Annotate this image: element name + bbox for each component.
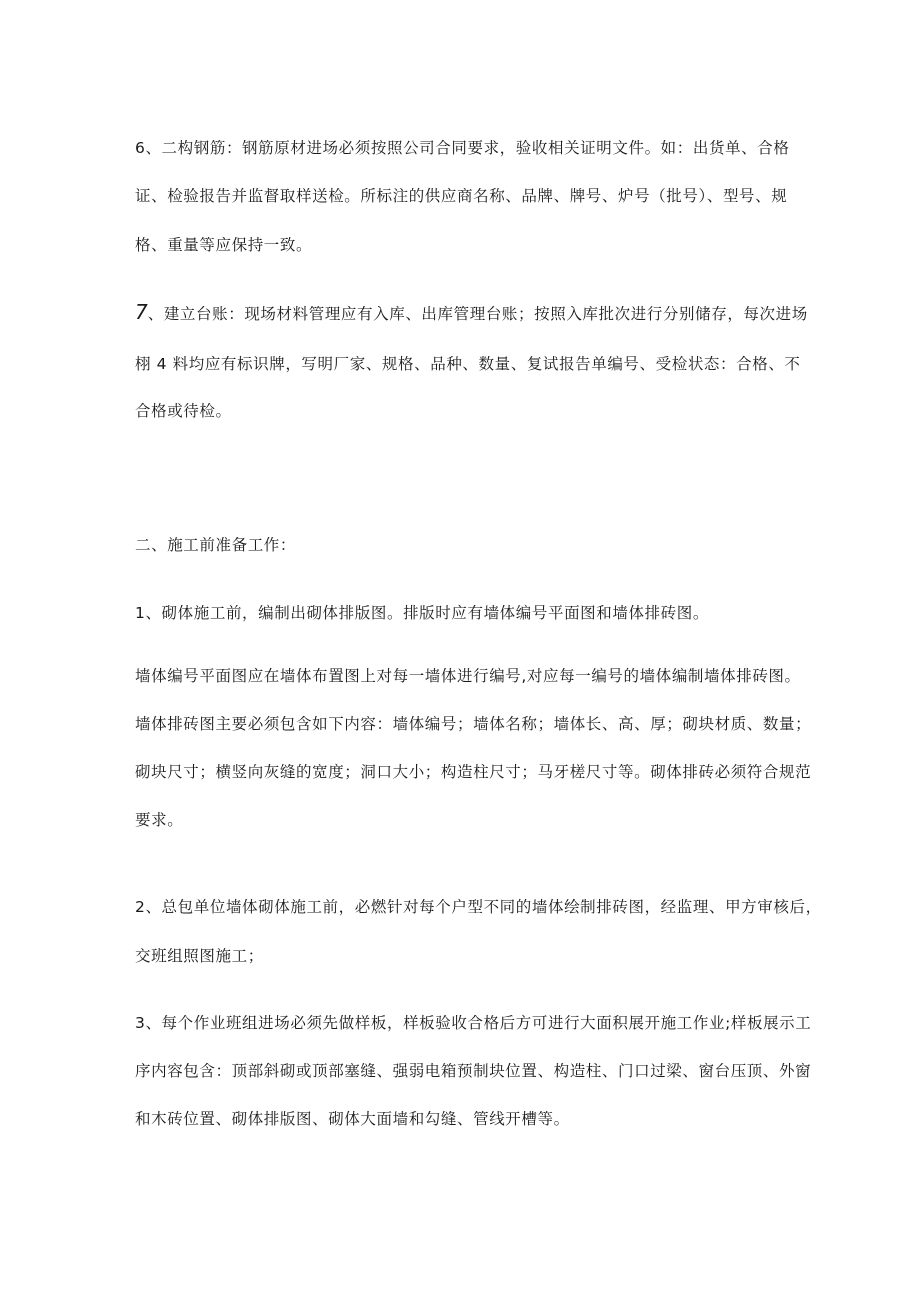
item-7-line-2: 栩 4 料均应有标识牌，写明厂家、规格、品种、数量、复试报告单编号、受检状态：合格、不 <box>135 355 801 373</box>
item-7-line-1 <box>135 302 808 324</box>
item-7-line-3: 合格或待检。 <box>135 402 232 420</box>
item-2-line-2: 交班组照图施工； <box>135 947 264 965</box>
item-7-line-1-text: 、建立台账：现场材料管理应有入库、出库管理台账；按照入库批次进行分别储存，每次进场 <box>147 305 808 323</box>
section-heading: 二、施工前准备工作： <box>135 536 297 554</box>
item-1-line-1: 1、砌体施工前，编制出砌体排版图。排版时应有墙体编号平面图和墙体排砖图。 <box>135 604 709 622</box>
item-2-line-1: 2、总包单位墙体砌体施工前，必燃针对每个户型不同的墙体绘制排砖图，经监理、甲方审核后， <box>135 898 822 916</box>
item-3-line-1: 3、每个作业班组进场必须先做样板，样板验收合格后方可进行大面积展开施工作业;样板展示工 <box>135 1014 812 1032</box>
paragraph-line-2: 墙体排砖图主要必须包含如下内容：墙体编号；墙体名称；墙体长、高、厚；砌块材质、数量； <box>135 715 812 733</box>
item-6-line-3: 格、重量等应保持一致。 <box>135 236 313 254</box>
item-3-line-2: 序内容包含：顶部斜砌或顶部塞缝、强弱电箱预制块位置、构造柱、门口过梁、窗台压顶、外窗 <box>135 1062 812 1080</box>
paragraph-line-1: 墙体编号平面图应在墙体布置图上对每一墙体进行编号,对应每一编号的墙体编制墙体排砖图。 <box>135 667 801 685</box>
item-7-number: 7 <box>135 300 148 324</box>
item-3-line-3: 和木砖位置、砌体排版图、砌体大面墙和勾缝、管线开槽等。 <box>135 1110 570 1128</box>
item-6-line-2: 证、检验报告并监督取样送检。所标注的供应商名称、品牌、牌号、炉号（批号）、型号、规 <box>135 187 788 205</box>
paragraph-line-3: 砌块尺寸；横竖向灰缝的宽度；洞口大小；构造柱尺寸；马牙槎尺寸等。砌体排砖必须符合规范 <box>135 763 812 781</box>
item-6-line-1: 6、二构钢筋：钢筋原材进场必须按照公司合同要求，验收相关证明文件。如：出货单、合格 <box>135 139 790 157</box>
paragraph-line-4: 要求。 <box>135 811 184 829</box>
